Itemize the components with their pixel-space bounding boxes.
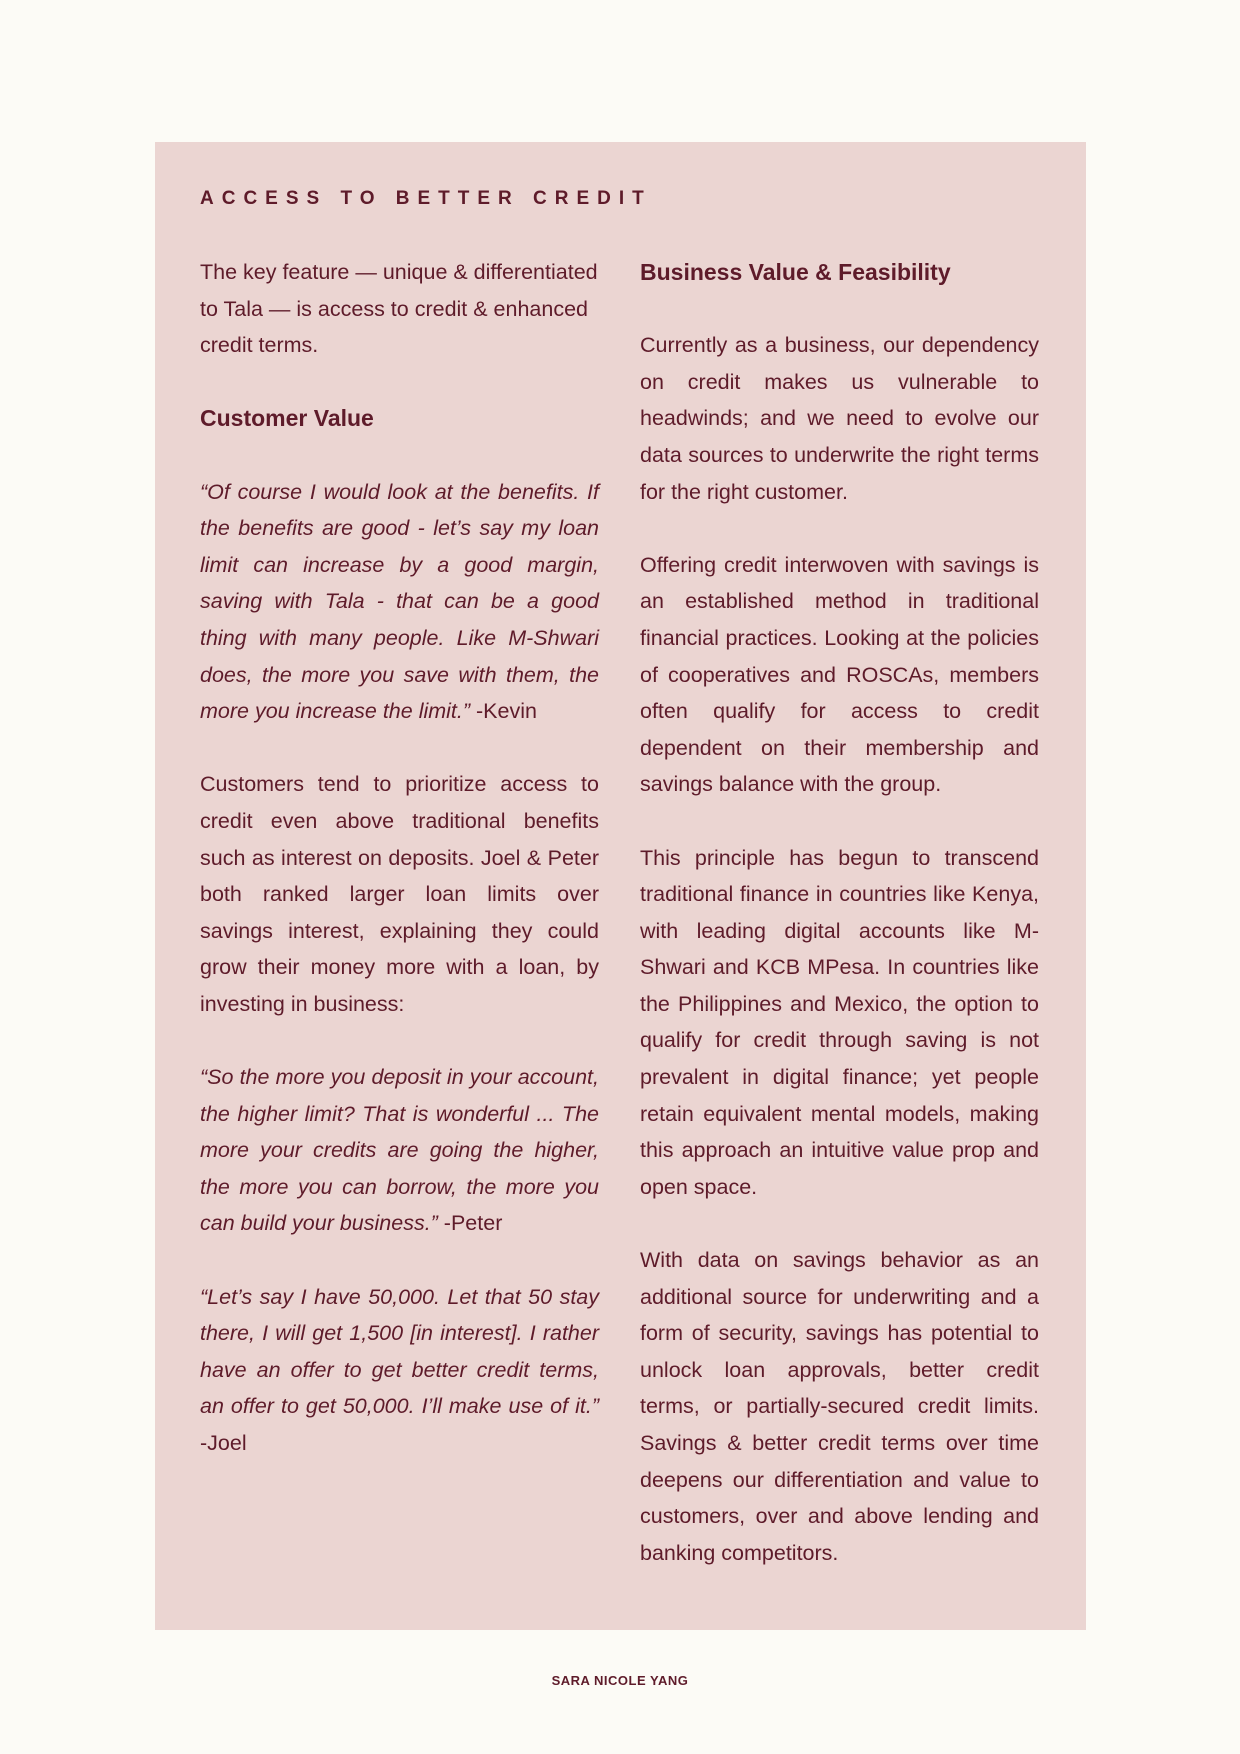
business-paragraph-2: Offering credit interwoven with savings is an established method in traditional financial practices. Looking at the policies of cooperatives and ROSCAs, members often qualify for access to credit dependent on their membership and savings balance with the group. bbox=[640, 552, 1039, 797]
right-column bbox=[640, 254, 1039, 1571]
customers-paragraph: Customers tend to prioritize access to credit even above traditional benefits such as interest on deposits. Joel & Peter both ranked larger loan limits over savings interest, explaining they could grow their money more with a loan, by investing in business: bbox=[200, 772, 599, 1016]
left-column bbox=[200, 254, 599, 1462]
quote-kevin-attribution: -Kevin bbox=[470, 699, 537, 724]
section-label: ACCESS TO BETTER CREDIT bbox=[200, 188, 652, 209]
customer-value-heading: Customer Value bbox=[200, 405, 374, 432]
quote-joel-attribution: -Joel bbox=[200, 1431, 247, 1455]
business-value-heading: Business Value & Feasibility bbox=[640, 259, 951, 285]
business-paragraph-4: With data on savings behavior as an additional source for underwriting and a form of security, savings has potential to unlock loan approvals, better credit terms, or partially-secured credit limits. Savings & better credit terms over time deepens our differentiation and value to customers, over and above lending and banking competitors. bbox=[640, 1248, 1039, 1565]
quote-peter-attribution: -Peter bbox=[437, 1211, 503, 1236]
quote-peter bbox=[200, 1059, 599, 1242]
content-panel bbox=[155, 142, 1086, 1630]
quote-peter-text: “So the more you deposit in your account, the higher limit? That is wonderful ... The more your credits are going the higher, the more you can borrow, the more you can build your business.” bbox=[200, 1065, 599, 1236]
business-paragraph-1: Currently as a business, our dependency on credit makes us vulnerable to headwinds; and we need to evolve our data sources to underwrite the right terms for the right customer. bbox=[640, 333, 1039, 504]
author-footer: SARA NICOLE YANG bbox=[551, 1673, 689, 1688]
quote-kevin bbox=[200, 474, 599, 730]
intro-paragraph: The key feature — unique & differentiated to Tala — is access to credit & enhanced credit terms. bbox=[200, 260, 598, 358]
quote-joel-text: “Let’s say I have 50,000. Let that 50 stay there, I will get 1,500 [in interest]. I rather have an offer to get better credit terms, an offer to get 50,000. I’ll make use of it.” bbox=[200, 1284, 599, 1419]
quote-joel bbox=[200, 1279, 599, 1462]
business-paragraph-3: This principle has begun to transcend traditional finance in countries like Kenya, with leading digital accounts like M-Shwari and KCB MPesa. In countries like the Philippines and Mexico, the option to qualify for credit through saving is not prevalent in digital finance; yet people retain equivalent mental models, making this approach an intuitive value prop and open space. bbox=[640, 845, 1039, 1199]
quote-kevin-text: “Of course I would look at the benefits. If the benefits are good - let’s say my loan limit can increase by a good margin, saving with Tala - that can be a good thing with many people. Like M-Shwari does, the more you save with them, the more you increase the limit.” bbox=[200, 479, 599, 724]
